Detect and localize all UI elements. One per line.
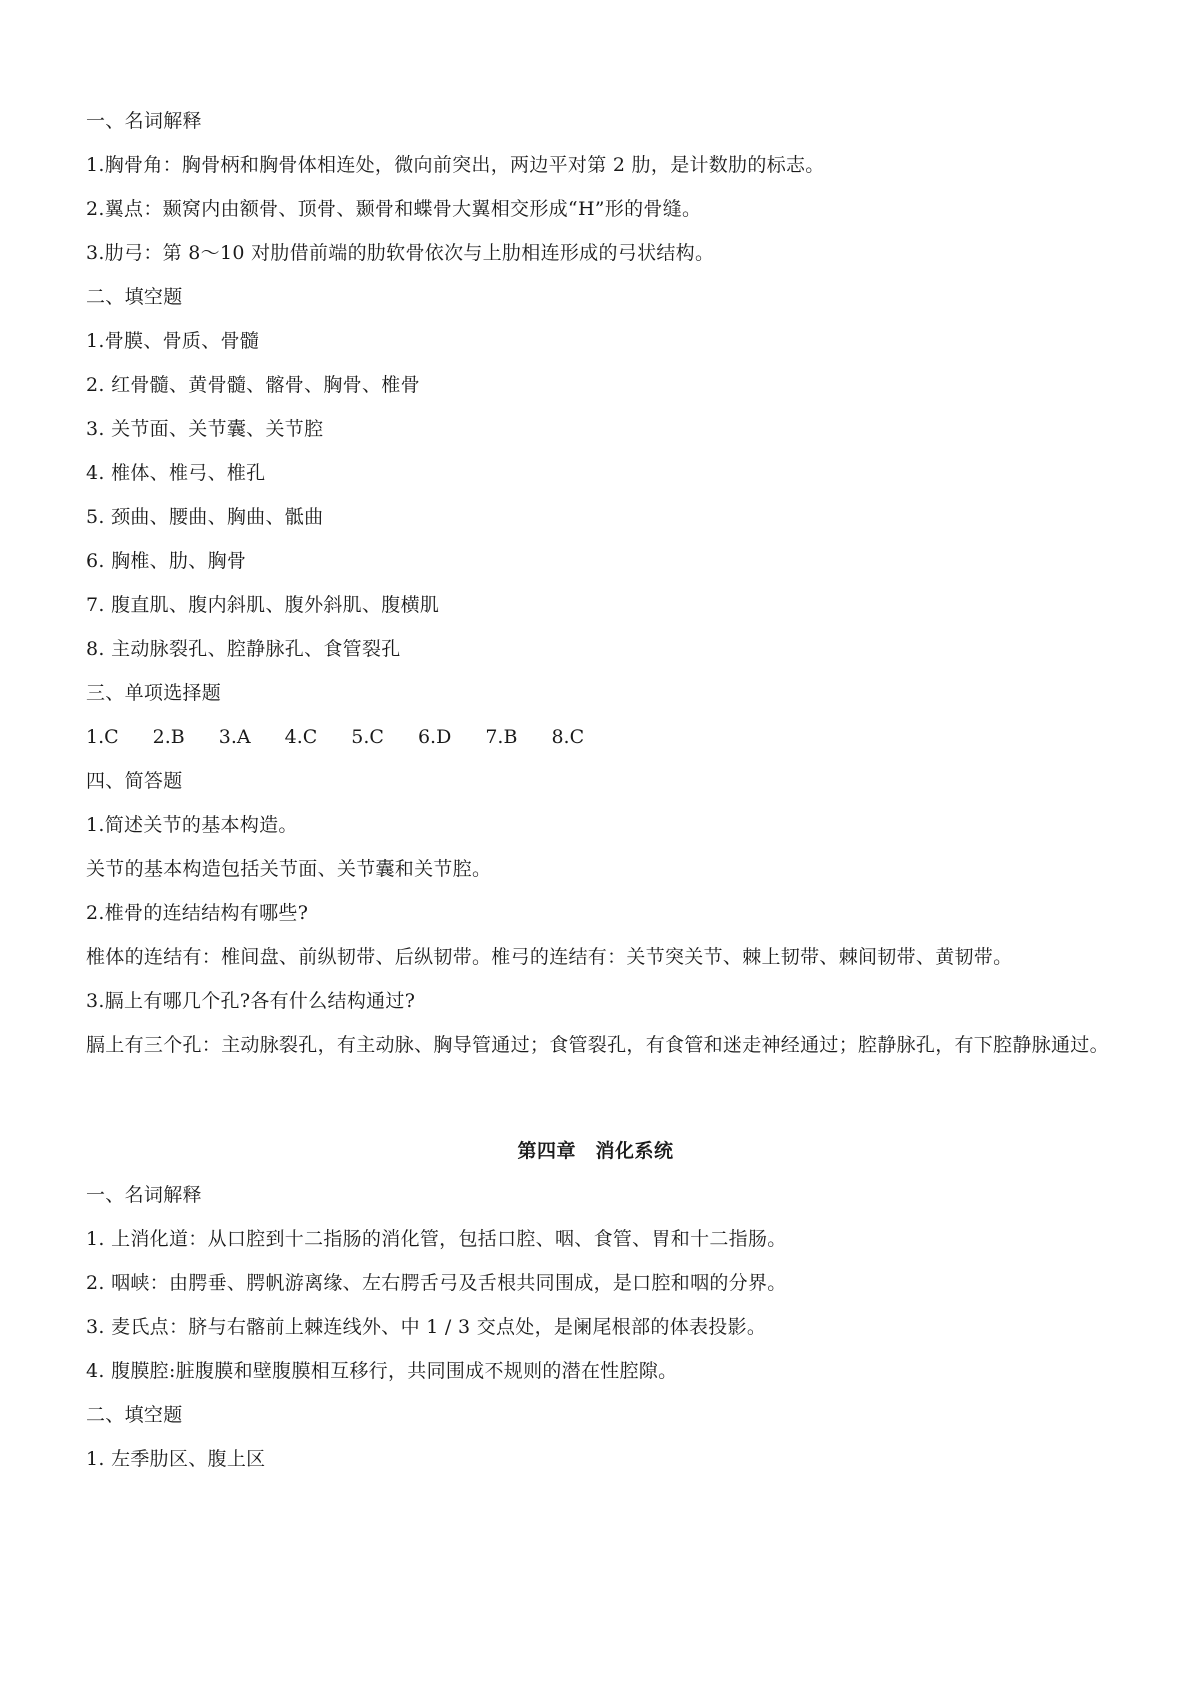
fill-item: 1.骨膜、骨质、骨髓 (86, 330, 260, 352)
choice-answer: 2.B (152, 726, 185, 748)
fill-item: 8. 主动脉裂孔、腔静脉孔、食管裂孔 (86, 638, 401, 660)
term-item: 1.胸骨角：胸骨柄和胸骨体相连处，微向前突出，两边平对第 2 肋，是计数肋的标志。 (86, 154, 825, 176)
term-item: 4. 腹膜腔:脏腹膜和壁腹膜相互移行，共同围成不规则的潜在性腔隙。 (86, 1360, 678, 1382)
term-item: 3.肋弓：第 8～10 对肋借前端的肋软骨依次与上肋相连形成的弓状结构。 (86, 242, 715, 264)
choice-answer: 8.C (551, 726, 585, 748)
choice-answer: 6.D (417, 726, 452, 748)
choice-answer: 4.C (284, 726, 318, 748)
short-question: 3.膈上有哪几个孔?各有什么结构通过? (86, 990, 416, 1012)
short-question: 2.椎骨的连结结构有哪些? (86, 902, 309, 924)
chapter-title: 第四章 消化系统 (517, 1140, 674, 1162)
choice-answers (86, 724, 618, 750)
choice-answer: 1.C (86, 726, 119, 748)
section-heading-short: 四、简答题 (86, 770, 183, 792)
choice-answer: 7.B (485, 726, 518, 748)
section-heading-fill: 二、填空题 (86, 1404, 183, 1426)
term-item: 2. 咽峡：由腭垂、腭帆游离缘、左右腭舌弓及舌根共同围成，是口腔和咽的分界。 (86, 1272, 787, 1294)
section-heading-fill: 二、填空题 (86, 286, 183, 308)
fill-item: 3. 关节面、关节囊、关节腔 (86, 418, 324, 440)
short-answer: 关节的基本构造包括关节面、关节囊和关节腔。 (86, 858, 492, 880)
section-heading-terms: 一、名词解释 (86, 110, 202, 132)
choice-answer: 5.C (351, 726, 384, 748)
fill-item: 7. 腹直肌、腹内斜肌、腹外斜肌、腹横肌 (86, 594, 440, 616)
fill-item: 5. 颈曲、腰曲、胸曲、骶曲 (86, 506, 324, 528)
short-answer: 椎体的连结有：椎间盘、前纵韧带、后纵韧带。椎弓的连结有：关节突关节、棘上韧带、棘间韧带、黄韧带。 (86, 946, 1013, 968)
section-heading-choice: 三、单项选择题 (86, 682, 222, 704)
section-heading-terms: 一、名词解释 (86, 1184, 202, 1206)
choice-answer: 3.A (218, 726, 251, 748)
fill-item: 2. 红骨髓、黄骨髓、髂骨、胸骨、椎骨 (86, 374, 420, 396)
fill-item: 6. 胸椎、肋、胸骨 (86, 550, 247, 572)
term-item: 1. 上消化道：从口腔到十二指肠的消化管，包括口腔、咽、食管、胃和十二指肠。 (86, 1228, 787, 1250)
fill-item: 1. 左季肋区、腹上区 (86, 1448, 266, 1470)
fill-item: 4. 椎体、椎弓、椎孔 (86, 462, 266, 484)
term-item: 2.翼点：颞窝内由额骨、顶骨、颞骨和蝶骨大翼相交形成“H”形的骨缝。 (86, 198, 702, 220)
short-question: 1.简述关节的基本构造。 (86, 814, 298, 836)
short-answer: 膈上有三个孔：主动脉裂孔，有主动脉、胸导管通过；食管裂孔，有食管和迷走神经通过；腔静脉孔，有下腔静脉通过。 (86, 1034, 1109, 1056)
term-item: 3. 麦氏点：脐与右髂前上棘连线外、中 1 / 3 交点处，是阑尾根部的体表投影。 (86, 1316, 767, 1338)
